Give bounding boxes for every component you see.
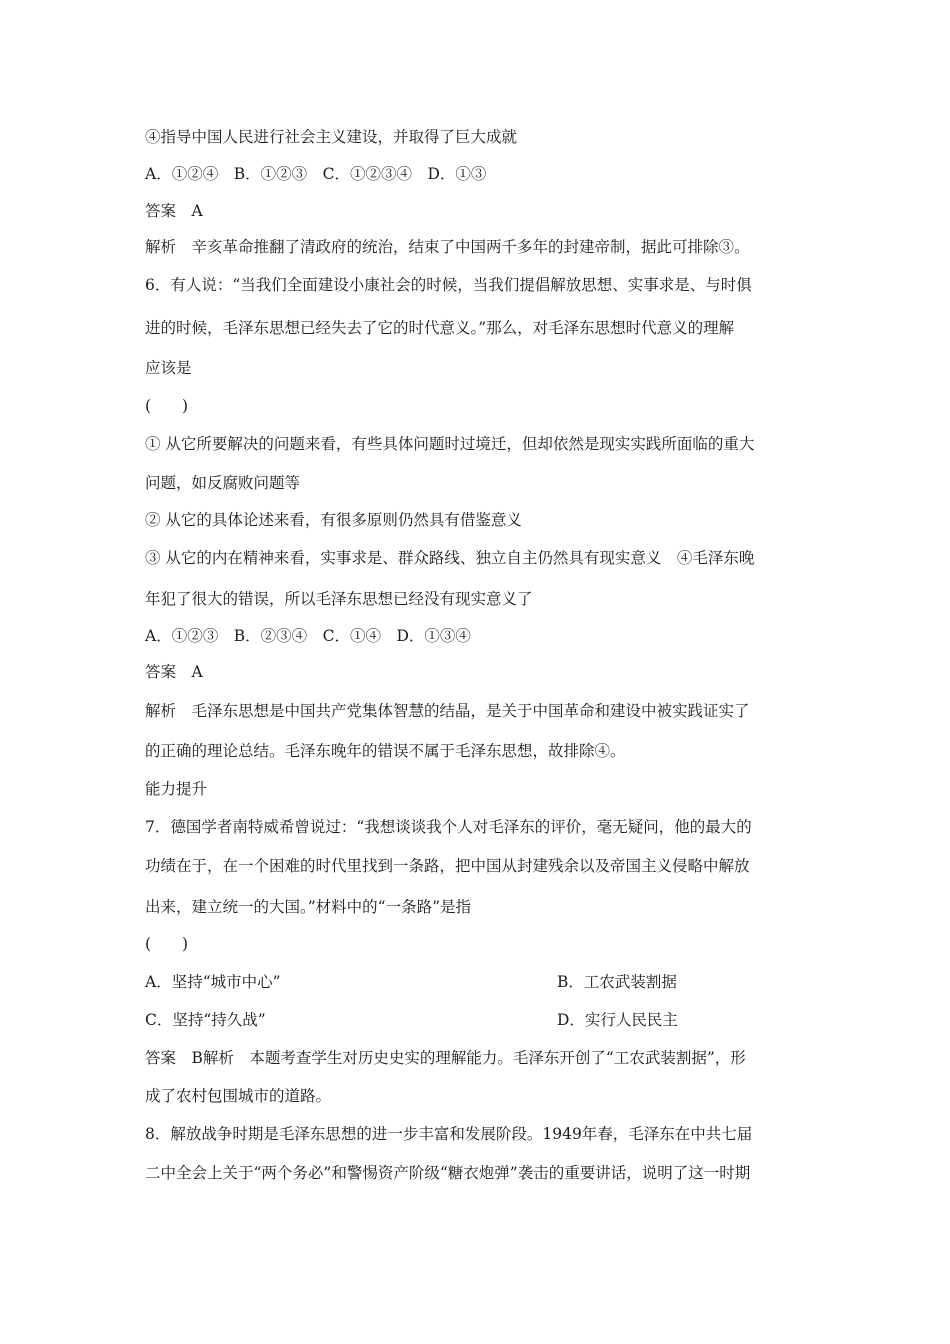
q5-analysis: 解析 辛亥革命推翻了清政府的统治，结束了中国两千多年的封建帝制，据此可排除③。: [145, 238, 750, 256]
q7-option-d: D．实行人民民主: [557, 1011, 678, 1029]
q6-options: A．①②③ B．②③④ C．①④ D．①③④: [145, 627, 471, 645]
q7-stem-line1: 7．德国学者南特威希曾说过：“我想谈谈我个人对毛泽东的评价，毫无疑问，他的最大的: [145, 818, 752, 836]
q7-stem-line3: 出来，建立统一的大国。”材料中的“一条路”是指: [145, 898, 472, 916]
q8-stem-line1: 8．解放战争时期是毛泽东思想的进一步丰富和发展阶段。1949年春，毛泽东在中共七届: [145, 1125, 753, 1143]
q7-bracket: ( ): [145, 935, 189, 953]
q6-stem-line2: 进的时候，毛泽东思想已经失去了它的时代意义。”那么，对毛泽东思想时代意义的理解: [145, 319, 735, 337]
q7-option-c: C．坚持“持久战”: [145, 1011, 266, 1029]
q6-stem-line3: 应该是: [145, 359, 192, 377]
q6-item1-line2: 问题，如反腐败问题等: [145, 474, 301, 492]
q5-item4: ④指导中国人民进行社会主义建设，并取得了巨大成就: [145, 128, 518, 146]
q7-option-a: A．坚持“城市中心”: [145, 973, 281, 991]
q7-answer-line2: 成了农村包围城市的道路。: [145, 1087, 332, 1105]
q7-answer-line1: 答案 B解析 本题考查学生对历史史实的理解能力。毛泽东开创了“工农武装割据”，形: [145, 1049, 746, 1067]
q6-analysis-line2: 的正确的理论总结。毛泽东晚年的错误不属于毛泽东思想，故排除④。: [145, 742, 626, 760]
q6-stem-line1: 6．有人说：“当我们全面建设小康社会的时候，当我们提倡解放思想、实事求是、与时俱: [145, 276, 752, 294]
q6-analysis-line1: 解析 毛泽东思想是中国共产党集体智慧的结晶，是关于中国革命和建设中被实践证实了: [145, 702, 750, 720]
q6-bracket: ( ): [145, 397, 189, 415]
q7-stem-line2: 功绩在于，在一个困难的时代里找到一条路，把中国从封建残余以及帝国主义侵略中解放: [145, 857, 750, 875]
q6-item3-line2: 年犯了很大的错误，所以毛泽东思想已经没有现实意义了: [145, 590, 533, 608]
q5-options: A．①②④ B．①②③ C．①②③④ D．①③: [145, 165, 487, 183]
q6-answer: 答案 A: [145, 663, 203, 681]
q6-item1-line1: ① 从它所要解决的问题来看，有些具体问题时过境迁，但却依然是现实实践所面临的重大: [145, 435, 755, 453]
q7-option-b: B．工农武装割据: [557, 973, 677, 991]
section-heading: 能力提升: [145, 780, 208, 798]
q7-options-row1: [145, 972, 677, 992]
q6-item3-line1: ③ 从它的内在精神来看，实事求是、群众路线、独立自主仍然具有现实意义 ④毛泽东晚: [145, 549, 755, 567]
q5-answer: 答案 A: [145, 202, 203, 220]
q6-item2: ② 从它的具体论述来看，有很多原则仍然具有借鉴意义: [145, 511, 522, 529]
q7-options-row2: [145, 1010, 678, 1030]
q8-stem-line2: 二中全会上关于“两个务必”和警惕资产阶级“糖衣炮弹”袭击的重要讲话，说明了这一时期: [145, 1164, 751, 1182]
